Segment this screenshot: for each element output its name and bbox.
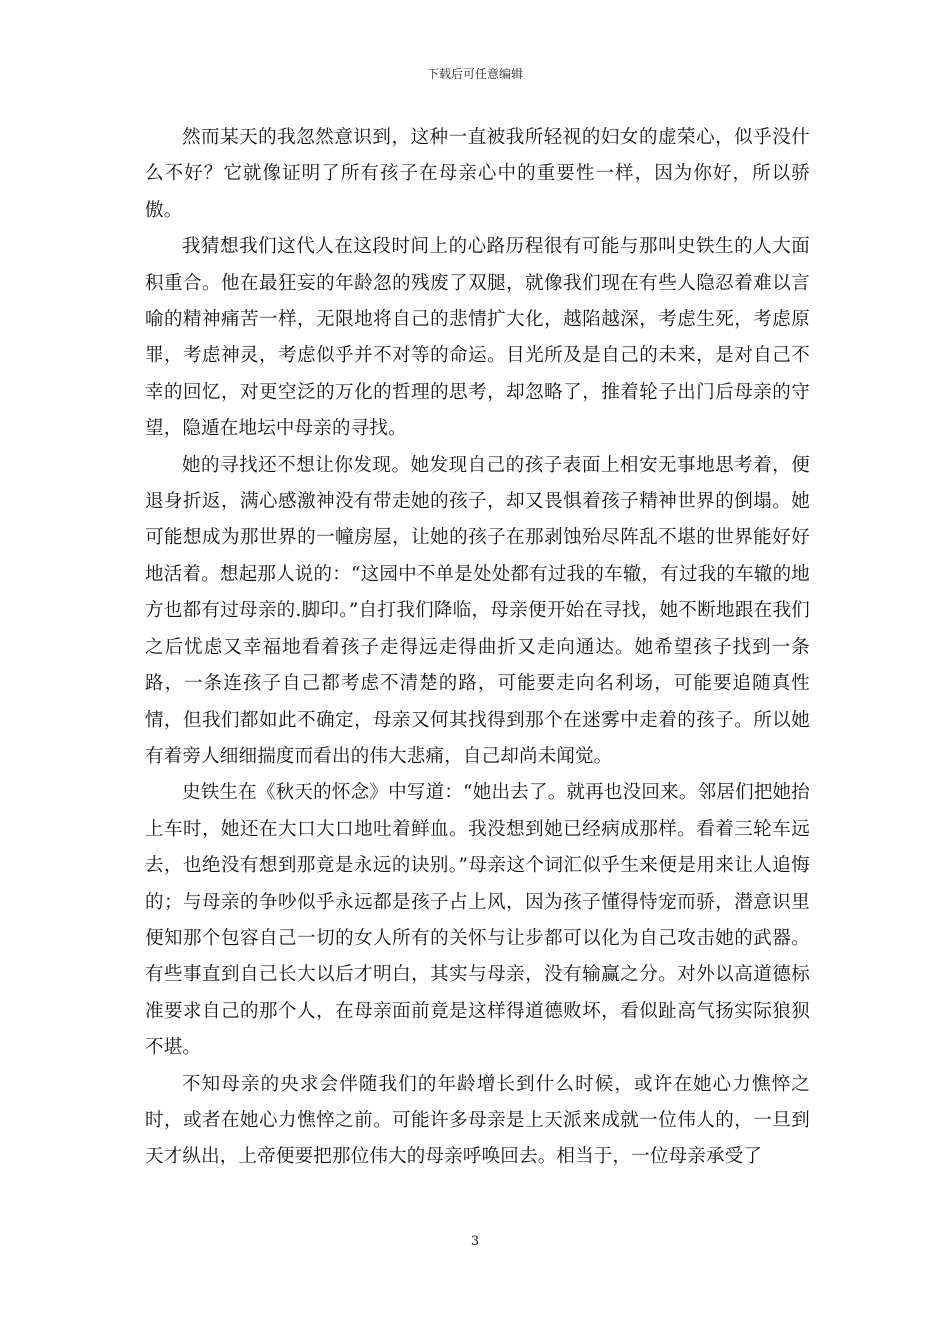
- page-header: 下载后可任意编辑: [426, 67, 523, 81]
- body-paragraph-3: 她的寻找还不想让你发现。她发现自己的孩子表面上相安无事地思考着，便退身折返，满心感激神没有带走她的孩子，却又畏惧着孩子精神世界的倒塌。她可能想成为那世界的一幢房屋，让她的孩子在那剥蚀殆尽阵乱不堪的世界能好好地活着。想起那人说的：“这园中不单是处处都有过我的车辙，有过我的车辙的地方也都有过母亲的.脚印。”自打我们降临，母亲便开始在寻找，她不断地跟在我们之后忧虑又幸福地看着孩子走得远走得曲折又走向通达。她希望孩子找到一条路，一条连孩子自己都考虑不清楚的路，可能要走向名利场，可能要追随真性情，但我们都如此不确定，母亲又何其找得到那个在迷雾中走着的孩子。所以她有着旁人细细揣度而看出的伟大悲痛，自己却尚未闻觉。: [145, 454, 810, 767]
- body-paragraph-2: 我猜想我们这代人在这段时间上的心路历程很有可能与那叫史铁生的人大面积重合。他在最狂妄的年龄忽的残废了双腿，就像我们现在有些人隐忍着难以言喻的精神痛苦一样，无限地将自己的悲情扩大化，越陷越深，考虑生死，考虑原罪，考虑神灵，考虑似乎并不对等的命运。目光所及是自己的未来，是对自己不幸的回忆，对更空泛的万化的哲理的思考，却忽略了，推着轮子出门后母亲的守望，隐遁在地坛中母亲的寻找。: [145, 236, 810, 440]
- body-paragraph-1: 然而某天的我忽然意识到，这种一直被我所轻视的妇女的虚荣心，似乎没什么不好？它就像证明了所有孩子在母亲心中的重要性一样，因为你好，所以骄傲。: [145, 127, 810, 221]
- body-paragraph-5: 不知母亲的央求会伴随我们的年龄增长到什么时候，或许在她心力憔悴之时，或者在她心力憔悴之前。可能许多母亲是上天派来成就一位伟人的，一旦到天才纵出，上帝便要把那位伟大的母亲呼唤回去。相当于，一位母亲承受了: [145, 1073, 810, 1168]
- page-number: 3: [470, 1234, 480, 1249]
- document-body: [145, 120, 810, 1176]
- body-paragraph-4: 史铁生在《秋天的怀念》中写道：“她出去了。就再也没回来。邻居们把她抬上车时，她还在大口大口地吐着鲜血。我没想到她已经病成那样。看着三轮车远去，也绝没有想到那竟是永远的诀别。”母亲这个词汇似乎生来便是用来让人追悔的；与母亲的争吵似乎永远都是孩子占上风，因为孩子懂得恃宠而骄，潜意识里便知那个包容自己一切的女人所有的关怀与让步都可以化为自己攻击她的武器。有些事直到自己长大以后才明白，其实与母亲，没有输赢之分。对外以高道德标准要求自己的那个人，在母亲面前竟是这样得道德败坏，看似趾高气扬实际狼狈不堪。: [145, 782, 810, 1059]
